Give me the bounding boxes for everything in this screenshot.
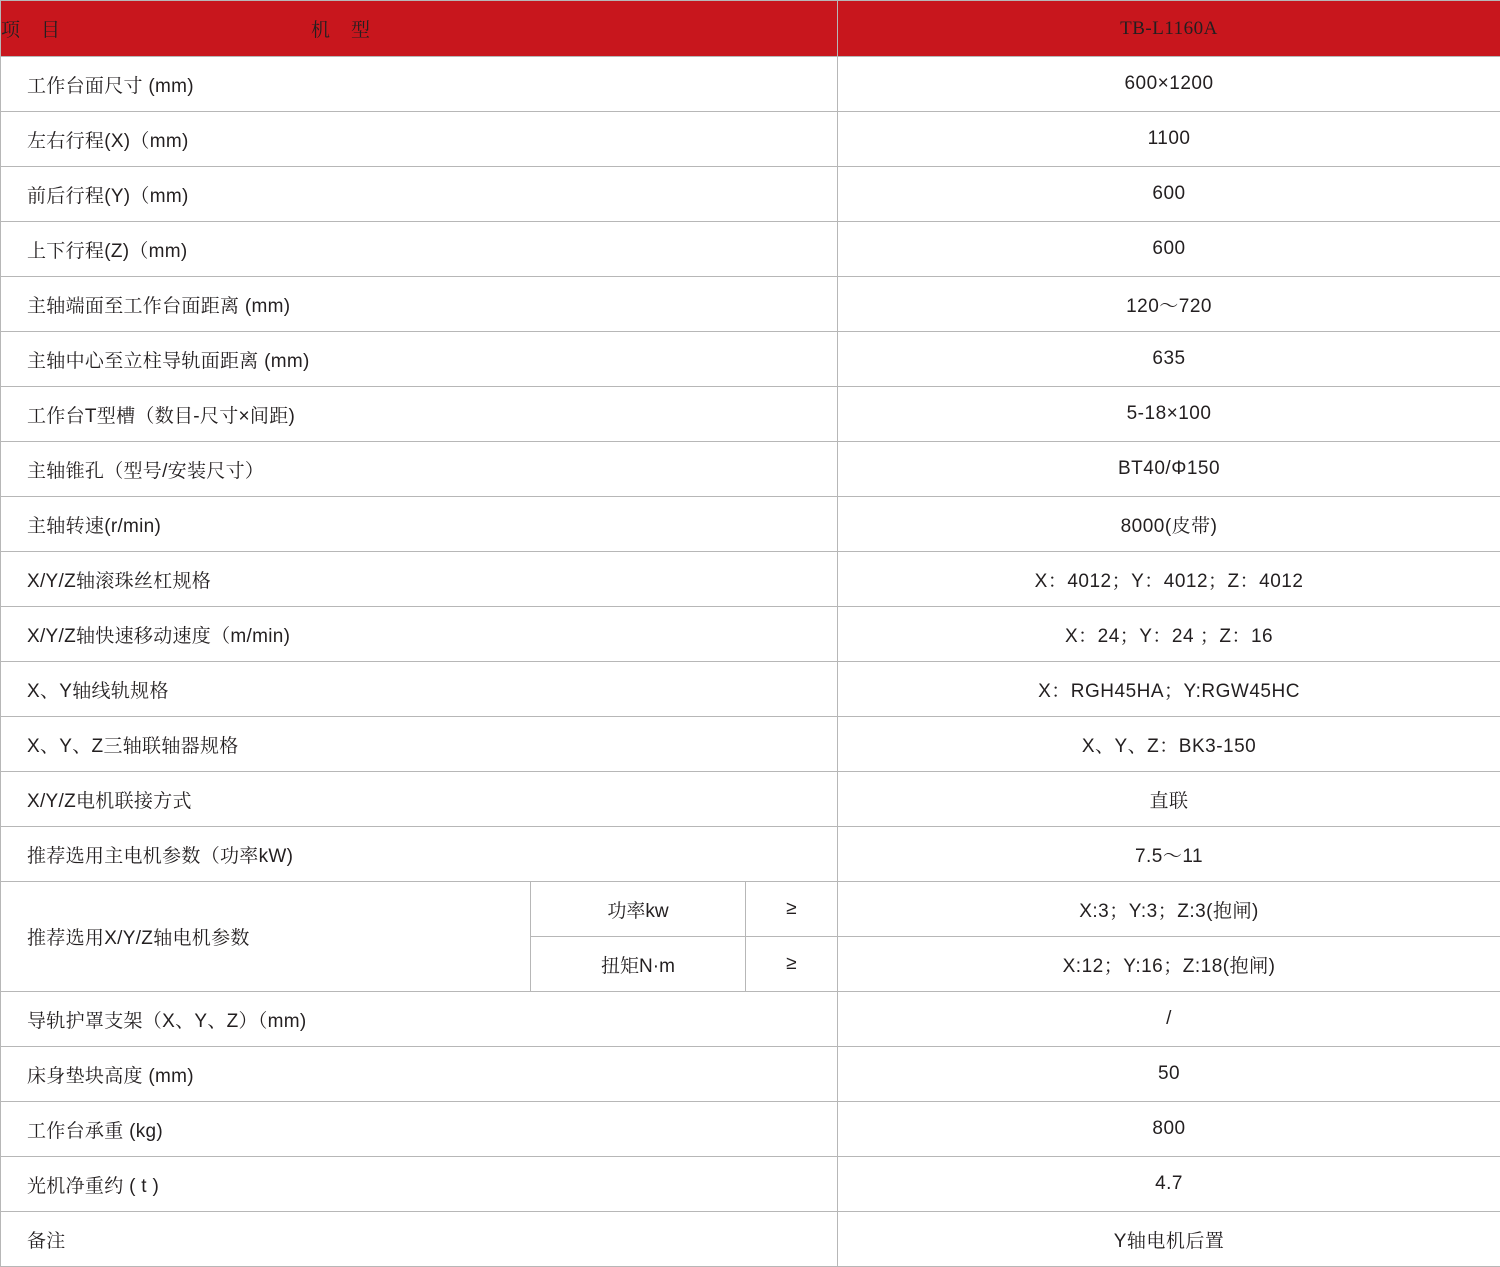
row-label: 备注 — [1, 1212, 838, 1267]
row-value: 120～720 — [838, 277, 1500, 332]
row-value: X：4012；Y：4012；Z：4012 — [838, 552, 1500, 607]
header-model-name: TB-L1160A — [838, 1, 1500, 57]
table-row — [1, 772, 1500, 827]
table-row — [1, 497, 1500, 552]
row-label: 左右行程(X)（mm) — [1, 112, 838, 167]
table-row — [1, 1102, 1500, 1157]
table-row — [1, 1047, 1500, 1102]
header-label-model: 机 型 — [311, 15, 371, 42]
row-label: 光机净重约 ( t ) — [1, 1157, 838, 1212]
table-row-motor-power — [1, 882, 1500, 937]
motor-sub-label: 功率kw — [531, 882, 746, 937]
row-value: X:3；Y:3；Z:3(抱闸) — [838, 882, 1500, 937]
table-row — [1, 992, 1500, 1047]
row-label: X/Y/Z轴滚珠丝杠规格 — [1, 552, 838, 607]
table-row — [1, 607, 1500, 662]
table-row — [1, 442, 1500, 497]
table-body — [1, 1, 1500, 1267]
row-label: X、Y、Z三轴联轴器规格 — [1, 717, 838, 772]
row-value: 600 — [838, 222, 1500, 277]
row-value: 1100 — [838, 112, 1500, 167]
row-label: 床身垫块高度 (mm) — [1, 1047, 838, 1102]
row-value: X：24；Y：24 ；Z：16 — [838, 607, 1500, 662]
row-label: 上下行程(Z)（mm) — [1, 222, 838, 277]
row-label: 主轴转速(r/min) — [1, 497, 838, 552]
table-row — [1, 277, 1500, 332]
row-value: 直联 — [838, 772, 1500, 827]
row-label: X、Y轴线轨规格 — [1, 662, 838, 717]
table-row — [1, 332, 1500, 387]
row-value: 635 — [838, 332, 1500, 387]
table-row — [1, 1212, 1500, 1267]
table-row — [1, 112, 1500, 167]
table-row — [1, 387, 1500, 442]
row-label: 主轴中心至立柱导轨面距离 (mm) — [1, 332, 838, 387]
table-row — [1, 717, 1500, 772]
row-label: X/Y/Z轴快速移动速度（m/min) — [1, 607, 838, 662]
row-value: 5-18×100 — [838, 387, 1500, 442]
row-label: 主轴端面至工作台面距离 (mm) — [1, 277, 838, 332]
motor-operator: ≥ — [746, 937, 838, 992]
row-label: X/Y/Z电机联接方式 — [1, 772, 838, 827]
motor-operator: ≥ — [746, 882, 838, 937]
table-row — [1, 552, 1500, 607]
table-row — [1, 222, 1500, 277]
row-label: 主轴锥孔（型号/安装尺寸） — [1, 442, 838, 497]
motor-group-label: 推荐选用X/Y/Z轴电机参数 — [1, 882, 531, 992]
row-value: Y轴电机后置 — [838, 1212, 1500, 1267]
table-row — [1, 662, 1500, 717]
table-row — [1, 167, 1500, 222]
row-value: 7.5～11 — [838, 827, 1500, 882]
row-value: 600×1200 — [838, 57, 1500, 112]
row-value: X：RGH45HA；Y:RGW45HC — [838, 662, 1500, 717]
table-row — [1, 827, 1500, 882]
row-value: 50 — [838, 1047, 1500, 1102]
table-row — [1, 1157, 1500, 1212]
table-header-row — [1, 1, 1500, 57]
row-label: 导轨护罩支架（X、Y、Z）（mm) — [1, 992, 838, 1047]
row-value: BT40/Φ150 — [838, 442, 1500, 497]
row-value: 800 — [838, 1102, 1500, 1157]
row-value: 4.7 — [838, 1157, 1500, 1212]
row-label: 推荐选用主电机参数（功率kW) — [1, 827, 838, 882]
header-item-model-cell — [1, 1, 838, 57]
table-row — [1, 57, 1500, 112]
row-label: 工作台T型槽（数目-尺寸×间距) — [1, 387, 838, 442]
header-label-item: 项 目 — [1, 15, 61, 42]
row-label: 前后行程(Y)（mm) — [1, 167, 838, 222]
row-label: 工作台承重 (kg) — [1, 1102, 838, 1157]
row-value: 600 — [838, 167, 1500, 222]
row-value: 8000(皮带) — [838, 497, 1500, 552]
row-value: X:12；Y:16；Z:18(抱闸) — [838, 937, 1500, 992]
row-value: X、Y、Z：BK3-150 — [838, 717, 1500, 772]
row-label: 工作台面尺寸 (mm) — [1, 57, 838, 112]
row-value: / — [838, 992, 1500, 1047]
motor-sub-label: 扭矩N·m — [531, 937, 746, 992]
